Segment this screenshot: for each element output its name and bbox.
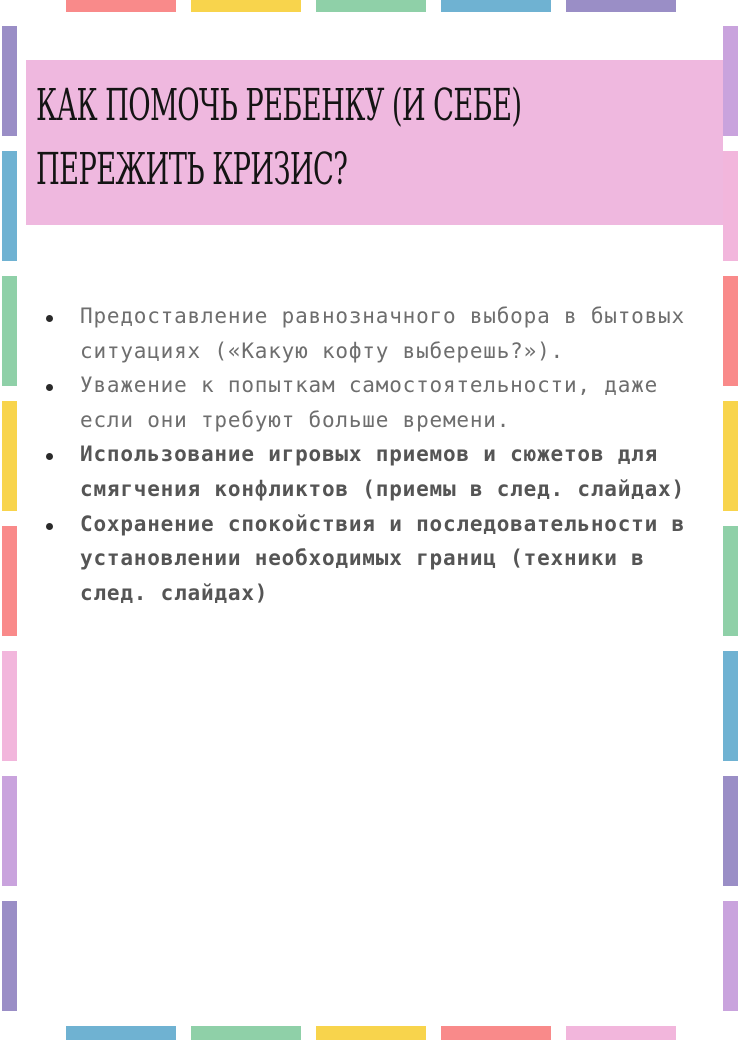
list-item: [44, 368, 704, 437]
left-bar-purple: [2, 26, 17, 136]
right-bar-red: [723, 276, 738, 386]
bullet-list: [44, 299, 704, 610]
list-item-text: Сохранение спокойствия и последовательности в установлении необходимых границ (техники в след. слайдах): [80, 511, 685, 605]
bullet-dot-icon: [46, 315, 53, 322]
left-bar-purple-2: [2, 901, 17, 1011]
right-bar-purple: [723, 776, 738, 886]
right-bar-yellow: [723, 401, 738, 511]
right-bar-green: [723, 526, 738, 636]
right-bar-lilac: [723, 26, 738, 136]
list-item-text: Использование игровых приемов и сюжетов для смягчения конфликтов (приемы в след. слайдах): [80, 442, 685, 501]
top-bar-yellow: [191, 0, 301, 12]
left-bar-green: [2, 276, 17, 386]
list-item-text: Предоставление равнозначного выбора в бытовых ситуациях («Какую кофту выберешь?»).: [80, 304, 685, 363]
right-bar-pink: [723, 151, 738, 261]
left-bar-lilac: [2, 776, 17, 886]
content-area: [44, 299, 704, 610]
list-item: [44, 507, 704, 611]
right-bar-lilac-2: [723, 901, 738, 1011]
list-item: [44, 299, 704, 368]
bottom-bar-green: [191, 1026, 301, 1040]
bullet-dot-icon: [46, 523, 53, 530]
bottom-bar-yellow: [316, 1026, 426, 1040]
top-bar-red: [66, 0, 176, 12]
top-bar-blue: [441, 0, 551, 12]
left-bar-blue: [2, 151, 17, 261]
bullet-dot-icon: [46, 453, 53, 460]
left-bar-red: [2, 526, 17, 636]
left-bar-yellow: [2, 401, 17, 511]
left-bar-pink: [2, 651, 17, 761]
bottom-bar-red: [441, 1026, 551, 1040]
top-bar-purple: [566, 0, 676, 12]
bottom-bar-blue: [66, 1026, 176, 1040]
top-bar-green: [316, 0, 426, 12]
bottom-bar-pink: [566, 1026, 676, 1040]
page-title: КАК ПОМОЧЬ РЕБЕНКУ (И СЕБЕ) ПЕРЕЖИТЬ КРИЗИС?: [36, 80, 522, 195]
right-bar-blue: [723, 651, 738, 761]
bullet-dot-icon: [46, 384, 53, 391]
list-item: [44, 437, 704, 506]
list-item-text: Уважение к попыткам самостоятельности, даже если они требуют больше времени.: [80, 373, 659, 432]
